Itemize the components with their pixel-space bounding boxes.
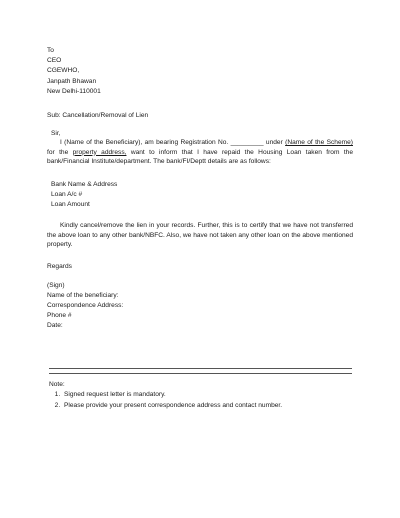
address-recipient: CEO	[47, 57, 62, 64]
closing-regards: Regards	[47, 263, 72, 270]
loan-account-field: Loan A/c #	[51, 191, 83, 198]
address-org: CGEWHO,	[47, 67, 80, 74]
loan-amount-field: Loan Amount	[51, 201, 90, 208]
sign-field: (Sign)	[47, 282, 65, 289]
address-city: New Delhi-110001	[47, 88, 101, 95]
body-paragraph-1	[47, 138, 353, 167]
phone-field: Phone #	[47, 312, 72, 319]
address-building: Janpath Bhawan	[47, 78, 97, 85]
body1-part-a: I (Name of the Beneficiary), am bearing Registration No. _________ under	[60, 139, 286, 146]
body-paragraph-2: Kindly cancel/remove the lien in your records. Further, this is to certify that we have not transferred the above loan to any other bank/NBFC. Also, we have not taken any other loan on the above mentioned property.	[47, 222, 353, 249]
note-item: 2. Please provide your present correspondence address and contact number.	[62, 401, 282, 411]
date-field: Date:	[47, 322, 63, 329]
body1-part-c: want to inform that I have repaid the Housing Loan taken from the bank/Financial Institute/department. The bank/FI/Deptt details are as follows:	[47, 148, 354, 166]
address-to: To	[47, 47, 54, 54]
beneficiary-name-field: Name of the beneficiary:	[47, 292, 119, 299]
property-address-placeholder: property address,	[72, 148, 127, 156]
bank-name-field: Bank Name & Address	[51, 181, 118, 188]
notes-list	[49, 390, 282, 411]
note-item: 1. Signed request letter is mandatory.	[62, 390, 282, 400]
notes-section	[49, 380, 282, 411]
scheme-name-placeholder: (Name of the Scheme)	[285, 139, 353, 146]
section-divider	[49, 368, 352, 374]
correspondence-address-field: Correspondence Address:	[47, 302, 124, 309]
salutation: Sir,	[51, 130, 61, 137]
subject-line: Sub: Cancellation/Removal of Lien	[47, 112, 149, 119]
body1-part-b: for the	[47, 148, 73, 156]
note-title: Note:	[49, 381, 65, 388]
